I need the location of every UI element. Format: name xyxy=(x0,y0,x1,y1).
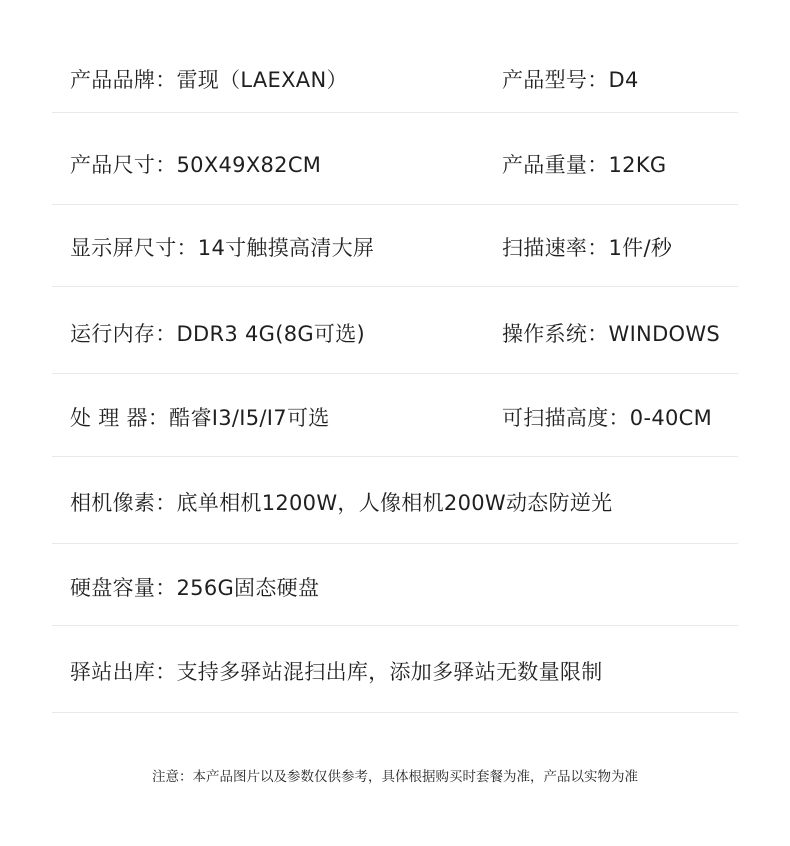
spec-row-memory xyxy=(52,287,738,374)
spec-row-size xyxy=(52,113,738,205)
spec-processor: 处 理 器：酷睿I3/I5/I7可选 xyxy=(70,406,330,430)
spec-size: 产品尺寸：50X49X82CM xyxy=(70,153,322,177)
spec-os: 操作系统：WINDOWS xyxy=(502,322,721,346)
spec-row-processor xyxy=(52,374,738,457)
spec-brand: 产品品牌：雷现（LAEXAN） xyxy=(70,68,348,92)
spec-row-brand xyxy=(52,35,738,113)
spec-scan-rate: 扫描速率：1件/秒 xyxy=(502,236,673,260)
spec-row-camera xyxy=(52,457,738,544)
spec-scan-height: 可扫描高度：0-40CM xyxy=(502,406,713,430)
spec-memory: 运行内存：DDR3 4G(8G可选) xyxy=(70,322,366,346)
disclaimer-note: 注意：本产品图片以及参数仅供参考，具体根据购买时套餐为准，产品以实物为准 xyxy=(152,769,638,785)
spec-row-screen xyxy=(52,205,738,287)
spec-table xyxy=(52,35,738,713)
spec-outbound: 驿站出库：支持多驿站混扫出库，添加多驿站无数量限制 xyxy=(70,660,603,684)
spec-camera: 相机像素：底单相机1200W，人像相机200W动态防逆光 xyxy=(70,491,613,515)
spec-row-storage xyxy=(52,544,738,626)
spec-screen: 显示屏尺寸：14寸触摸高清大屏 xyxy=(70,236,375,260)
spec-storage: 硬盘容量：256G固态硬盘 xyxy=(70,576,320,600)
spec-model: 产品型号：D4 xyxy=(502,68,639,92)
spec-weight: 产品重量：12KG xyxy=(502,153,667,177)
spec-row-outbound xyxy=(52,626,738,713)
